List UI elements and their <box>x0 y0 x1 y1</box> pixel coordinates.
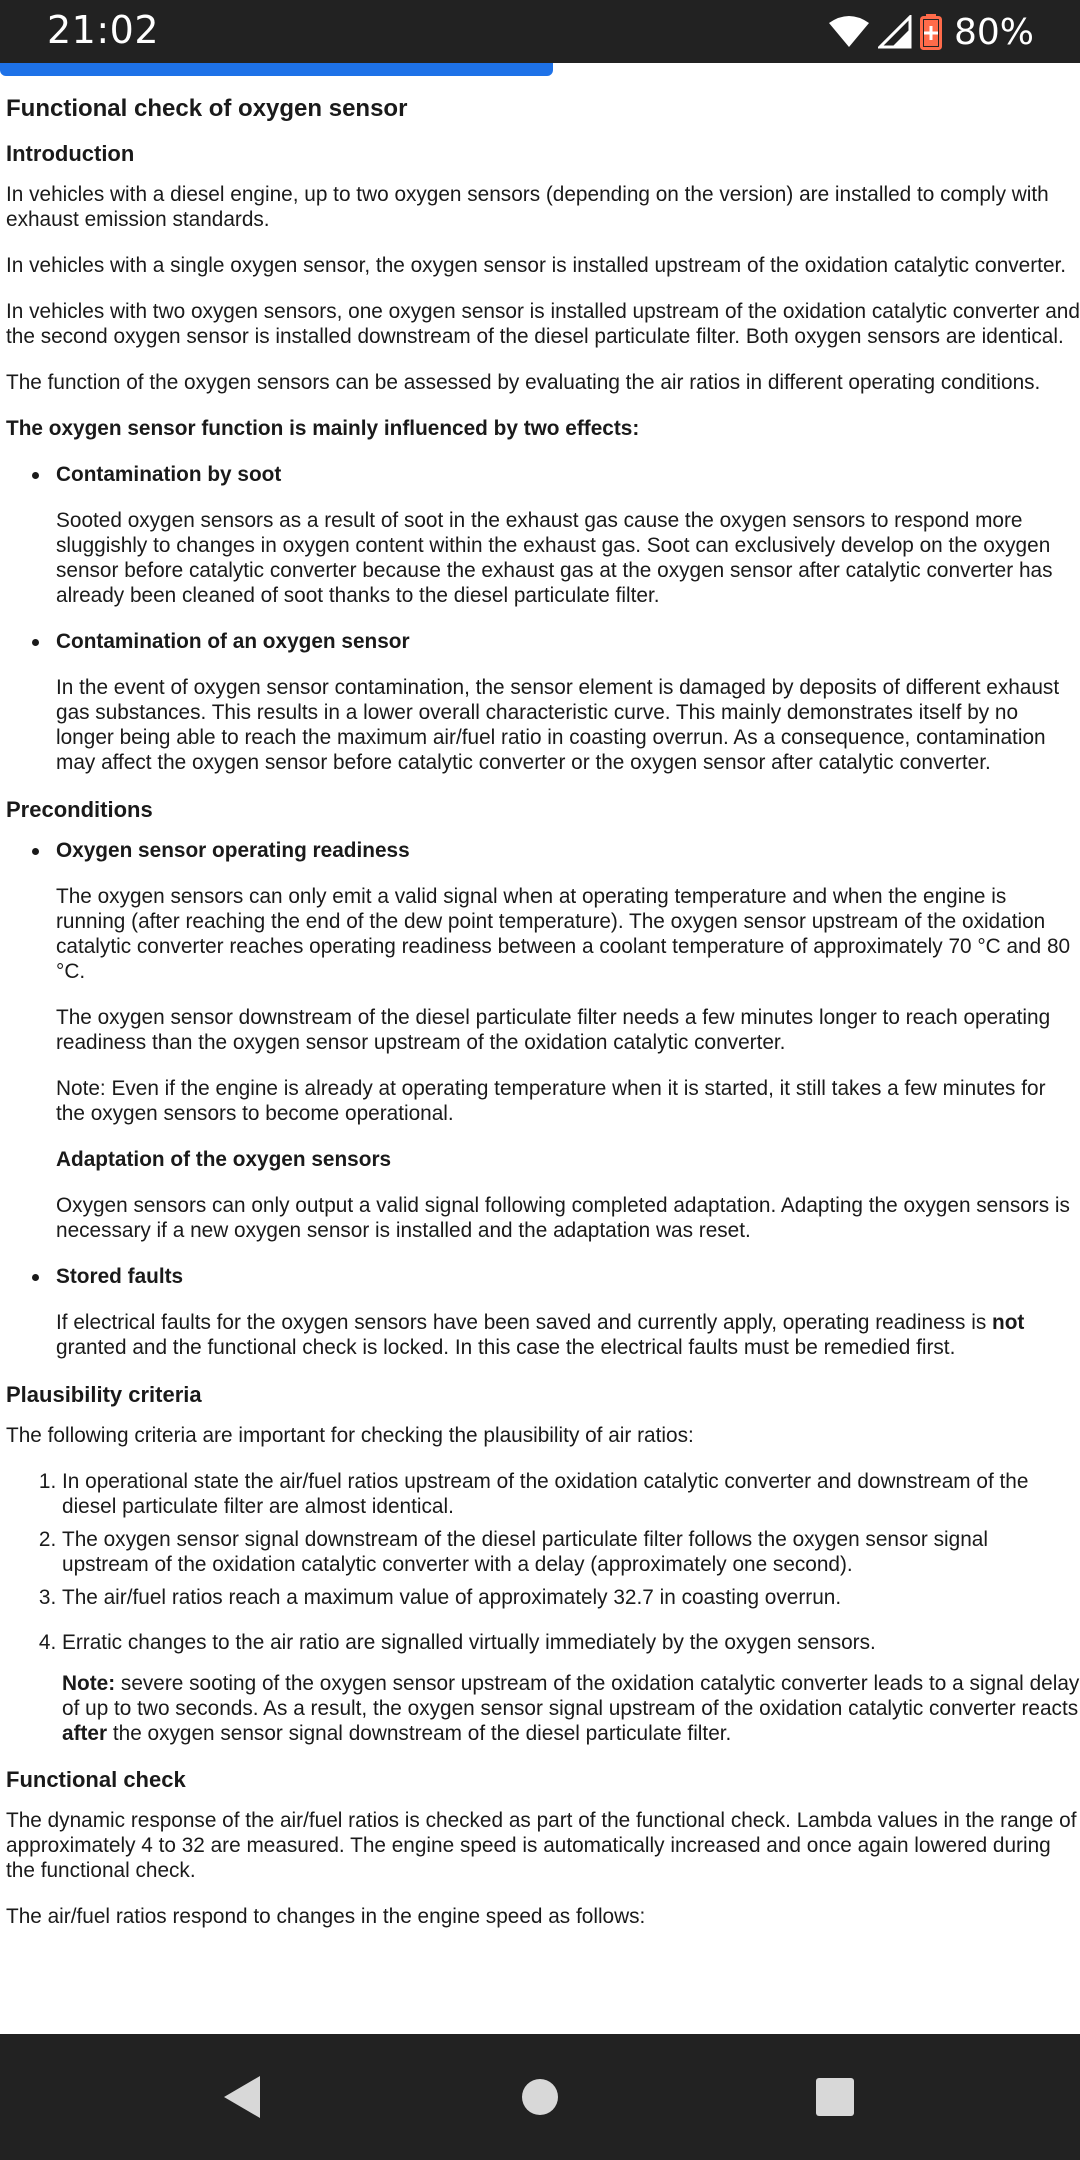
adaptation-title: Adaptation of the oxygen sensors <box>56 1148 392 1171</box>
functional-check-heading: Functional check <box>6 1767 186 1792</box>
effects-list <box>6 462 1080 775</box>
effect-title: Contamination of an oxygen sensor <box>56 630 410 653</box>
back-icon <box>222 2074 262 2120</box>
adaptation-text: Oxygen sensors can only output a valid signal following completed adaptation. Adapting the oxygen sensors is necessary if a new oxygen sensor is installed and the adaptation was reset. <box>56 1194 1070 1242</box>
recents-icon <box>815 2077 855 2117</box>
introduction-heading: Introduction <box>6 141 135 166</box>
list-item <box>56 1264 1080 1360</box>
intro-paragraph: The function of the oxygen sensors can be assessed by evaluating the air ratios in different operating conditions. <box>6 371 1041 394</box>
readiness-text: The oxygen sensors can only emit a valid signal when at operating temperature and when the engine is running (after reaching the end of the dew point temperature). The oxygen sensor upstream of the oxidation catalytic converter reaches operating readiness between a coolant temperature of approximately 70 °C and 80 °C. <box>56 885 1071 983</box>
home-button[interactable] <box>510 2072 570 2122</box>
plausibility-heading: Plausibility criteria <box>6 1382 202 1407</box>
home-icon <box>520 2077 560 2117</box>
readiness-title: Oxygen sensor operating readiness <box>56 839 410 862</box>
faults-text <box>56 1310 1080 1360</box>
signal-icon <box>878 15 912 49</box>
preconditions-list <box>6 838 1080 1360</box>
recents-button[interactable] <box>805 2072 865 2122</box>
page-title: Functional check of oxygen sensor <box>6 95 408 122</box>
note-text: the oxygen sensor signal downstream of the diesel particulate filter. <box>107 1722 732 1745</box>
list-item: 3. The air/fuel ratios reach a maximum value of approximately 32.7 in coasting overrun. <box>62 1585 1080 1610</box>
faults-text-part: granted and the functional check is locked. In this case the electrical faults must be remedied first. <box>56 1336 956 1359</box>
intro-paragraph: In vehicles with two oxygen sensors, one oxygen sensor is installed upstream of the oxidation catalytic converter and the second oxygen sensor is installed downstream of the diesel particulate filter. Both oxygen sensors are identical. <box>6 300 1080 348</box>
status-time: 21:02 <box>47 8 160 52</box>
list-item <box>56 462 1080 608</box>
wifi-icon <box>828 15 870 49</box>
battery-percent: 80% <box>953 11 1034 53</box>
readiness-text: The oxygen sensor downstream of the diesel particulate filter needs a few minutes longer to reach operating readiness than the oxygen sensor upstream of the oxidation catalytic converter. <box>56 1006 1051 1054</box>
faults-text-emphasis: not <box>992 1311 1025 1334</box>
effect-text: In the event of oxygen sensor contamination, the sensor element is damaged by deposits of different exhaust gas substances. This results in a lower overall characteristic curve. This mainly demonstrates itself by no longer being able to reach the maximum air/fuel ratio in coasting overrun. As a consequence, contamination may affect the oxygen sensor before catalytic converter or the oxygen sensor after catalytic converter. <box>56 676 1060 774</box>
functional-check-text: The dynamic response of the air/fuel ratios is checked as part of the functional check. Lambda values in the range of approximately 4 to 32 are measured. The engine speed is automatically increased and once again lowered during the functional check. <box>6 1809 1077 1882</box>
effect-text: Sooted oxygen sensors as a result of soot in the exhaust gas cause the oxygen sensors to respond more sluggishly to changes in oxygen content within the exhaust gas. Soot can exclusively develop on the oxygen sensor before catalytic converter because the exhaust gas at the oxygen sensor after catalytic converter has already been cleaned of soot thanks to the diesel particulate filter. <box>56 509 1053 607</box>
list-item: 4. Erratic changes to the air ratio are signalled virtually immediately by the oxygen sensors. <box>62 1630 1080 1655</box>
intro-paragraph: In vehicles with a single oxygen sensor, the oxygen sensor is installed upstream of the oxidation catalytic converter. <box>6 254 1067 277</box>
list-item: 1. In operational state the air/fuel ratios upstream of the oxidation catalytic converter and downstream of the diesel particulate filter are almost identical. <box>62 1469 1080 1519</box>
criteria-list <box>6 1469 1080 1655</box>
status-icons <box>828 10 1034 54</box>
note-emphasis: after <box>62 1722 108 1745</box>
document-content <box>6 84 1080 2034</box>
status-bar <box>0 0 1080 63</box>
intro-paragraph: In vehicles with a diesel engine, up to two oxygen sensors (depending on the version) are installed to comply with exhaust emission standards. <box>6 183 1049 231</box>
list-item <box>56 838 1080 1243</box>
faults-title: Stored faults <box>56 1265 184 1288</box>
back-button[interactable] <box>212 2072 272 2122</box>
functional-check-text: The air/fuel ratios respond to changes in the engine speed as follows: <box>6 1905 646 1928</box>
note-text: severe sooting of the oxygen sensor upstream of the oxidation catalytic converter leads to a signal delay of up to two seconds. As a result, the oxygen sensor signal upstream of the oxidation catalytic converter reacts <box>62 1672 1080 1720</box>
effects-lead: The oxygen sensor function is mainly influenced by two effects: <box>6 417 640 440</box>
note-label: Note: <box>62 1672 116 1695</box>
readiness-note: Note: Even if the engine is already at operating temperature when it is started, it still takes a few minutes for the oxygen sensors to become operational. <box>56 1077 1046 1125</box>
plausibility-note <box>62 1671 1080 1746</box>
navigation-bar <box>0 2034 1080 2160</box>
list-item: 2. The oxygen sensor signal downstream of the diesel particulate filter follows the oxygen sensor signal upstream of the oxidation catalytic converter with a delay (approximately one second). <box>62 1527 1080 1577</box>
page-load-progress-bar <box>0 63 553 76</box>
faults-text-part: If electrical faults for the oxygen sensors have been saved and currently apply, operating readiness is <box>56 1311 993 1334</box>
plausibility-intro: The following criteria are important for checking the plausibility of air ratios: <box>6 1424 694 1447</box>
list-item <box>56 629 1080 775</box>
battery-saver-icon <box>920 14 942 50</box>
effect-title: Contamination by soot <box>56 463 282 486</box>
preconditions-heading: Preconditions <box>6 797 153 822</box>
